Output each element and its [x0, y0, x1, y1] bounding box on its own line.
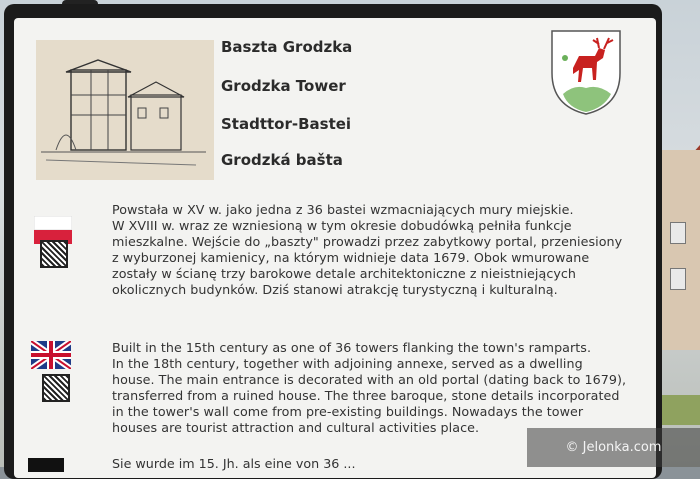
- text-line: In the 18th century, together with adjoining annexe, served as a dwelling: [112, 356, 583, 371]
- text-line: W XVIII w. wraz ze wzniesioną w tym okresie dobudówką pełniła funkcje: [112, 218, 572, 233]
- qr-code-icon: [40, 240, 68, 268]
- qr-code-icon: [42, 374, 70, 402]
- building-window: [670, 222, 686, 244]
- text-line: z wyburzonej kamienicy, na którym widnieje data 1679. Obok wmurowane: [112, 250, 590, 265]
- building-window: [670, 268, 686, 290]
- title-czech: Grodzká bašta: [221, 151, 343, 169]
- watermark: © Jelonka.com: [527, 428, 700, 467]
- text-line: in the tower's wall come from pre-existing buildings. Nowadays the tower: [112, 404, 584, 419]
- text-line: zostały w ścianę trzy barokowe detale architektoniczne z nieistniejących: [112, 266, 577, 281]
- uk-flag-icon: [31, 341, 71, 369]
- jelenia-gora-coat-of-arms: [549, 28, 623, 116]
- germany-flag-icon: [28, 458, 64, 472]
- info-sign-panel: [14, 18, 656, 478]
- text-line: okolicznych budynków. Dziś stanowi atrakcję turystyczną i kulturalną.: [112, 282, 558, 297]
- english-description: [112, 340, 632, 436]
- title-english: Grodzka Tower: [221, 77, 346, 95]
- text-line: houses are tourist attraction and cultural activities place.: [112, 420, 480, 435]
- polish-description: [112, 202, 632, 298]
- title-polish: Baszta Grodzka: [221, 38, 353, 56]
- text-line: house. The main entrance is decorated with an old portal (dating back to 1679),: [112, 372, 627, 387]
- title-german: Stadttor-Bastei: [221, 115, 352, 133]
- german-description-partial: Sie wurde im 15. Jh. als eine von 36 ...: [112, 456, 356, 471]
- text-line: Powstała w XV w. jako jedna z 36 bastei wzmacniających mury miejskie.: [112, 202, 574, 217]
- text-line: transferred from a ruined house. The three baroque, stone details incorporated: [112, 388, 620, 403]
- tower-sketch-image: [36, 40, 214, 180]
- text-line: mieszkalne. Wejście do „baszty" prowadzi przez zabytkowy portal, przeniesiony: [112, 234, 623, 249]
- text-line: Built in the 15th century as one of 36 towers flanking the town's ramparts.: [112, 340, 592, 355]
